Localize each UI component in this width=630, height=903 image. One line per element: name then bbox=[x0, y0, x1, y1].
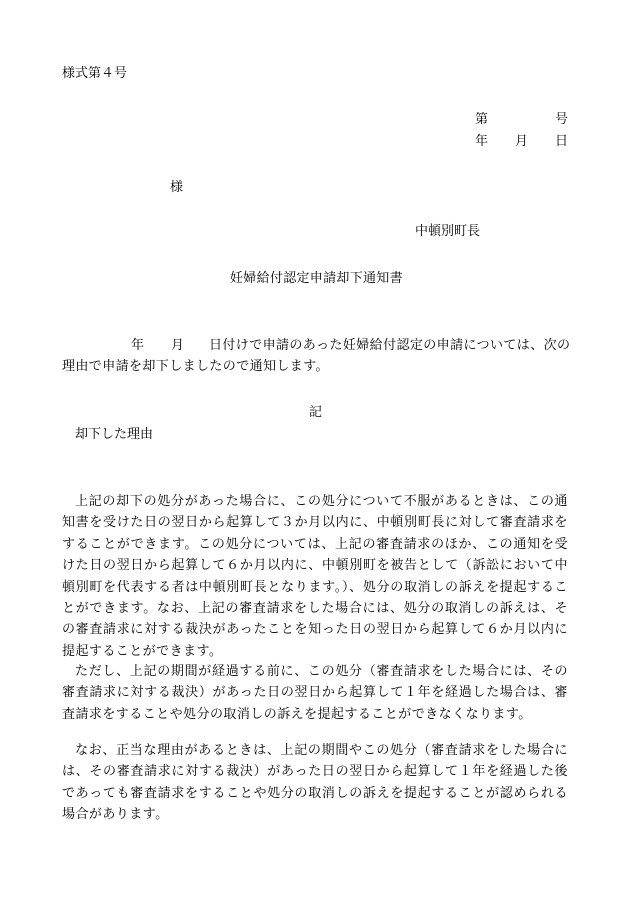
intro-line-2: 理由で申請を却下しましたので通知します。 bbox=[62, 359, 329, 374]
appeal-paragraph-1: 上記の却下の処分があった場合に、この処分について不服があるときは、この通知書を受けた日の翌日から起算して３か月以内に、中頓別町長に対して審査請求をすることができます。この処分については、上記の審査請求のほか、この通知を受けた日の翌日から起算して６か月以内に、中頓別町を被告として（訴訟において中頓別町を代表する者は中頓別町長となります。）、処分の取消しの訴えを提起することができます。なお、上記の審査請求をした場合には、処分の取消しの訴えは、その審査請求に対する裁決があったことを知った日の翌日から起算して６か月以内に提起することができます。 bbox=[62, 494, 568, 659]
date-day-label: 日 bbox=[555, 134, 569, 149]
date-month-label: 月 bbox=[515, 134, 529, 149]
intro-year-label: 年 bbox=[131, 338, 145, 353]
reason-label: 却下した理由 bbox=[75, 427, 154, 442]
intro-line-1: 日付けで申請のあった妊婦給付認定の申請については、次の bbox=[209, 338, 571, 353]
appeal-paragraph-3: なお、正当な理由があるときは、上記の期間やこの処分（審査請求をした場合には、その審査請求に対する裁決）があった日の翌日から起算して１年を経過した後であっても審査請求をすることや処分の取消しの訴えを提起することが認められる場合があります。 bbox=[62, 743, 568, 823]
form-number: 様式第４号 bbox=[62, 66, 128, 81]
issuer-name: 中頓別町長 bbox=[415, 224, 481, 239]
document-number-prefix: 第 bbox=[475, 112, 489, 127]
recipient-suffix: 様 bbox=[170, 180, 184, 195]
date-year-label: 年 bbox=[475, 134, 489, 149]
intro-month-label: 月 bbox=[171, 338, 185, 353]
document-number-suffix: 号 bbox=[555, 112, 569, 127]
document-title: 妊婦給付認定申請却下通知書 bbox=[230, 271, 403, 286]
ki-heading: 記 bbox=[309, 405, 323, 420]
appeal-paragraph-2: ただし、上記の期間が経過する前に、この処分（審査請求をした場合には、その審査請求に対する裁決）があった日の翌日から起算して１年を経過した場合は、審査請求をすることや処分の取消しの訴えを提起することができなくなります。 bbox=[62, 664, 568, 722]
